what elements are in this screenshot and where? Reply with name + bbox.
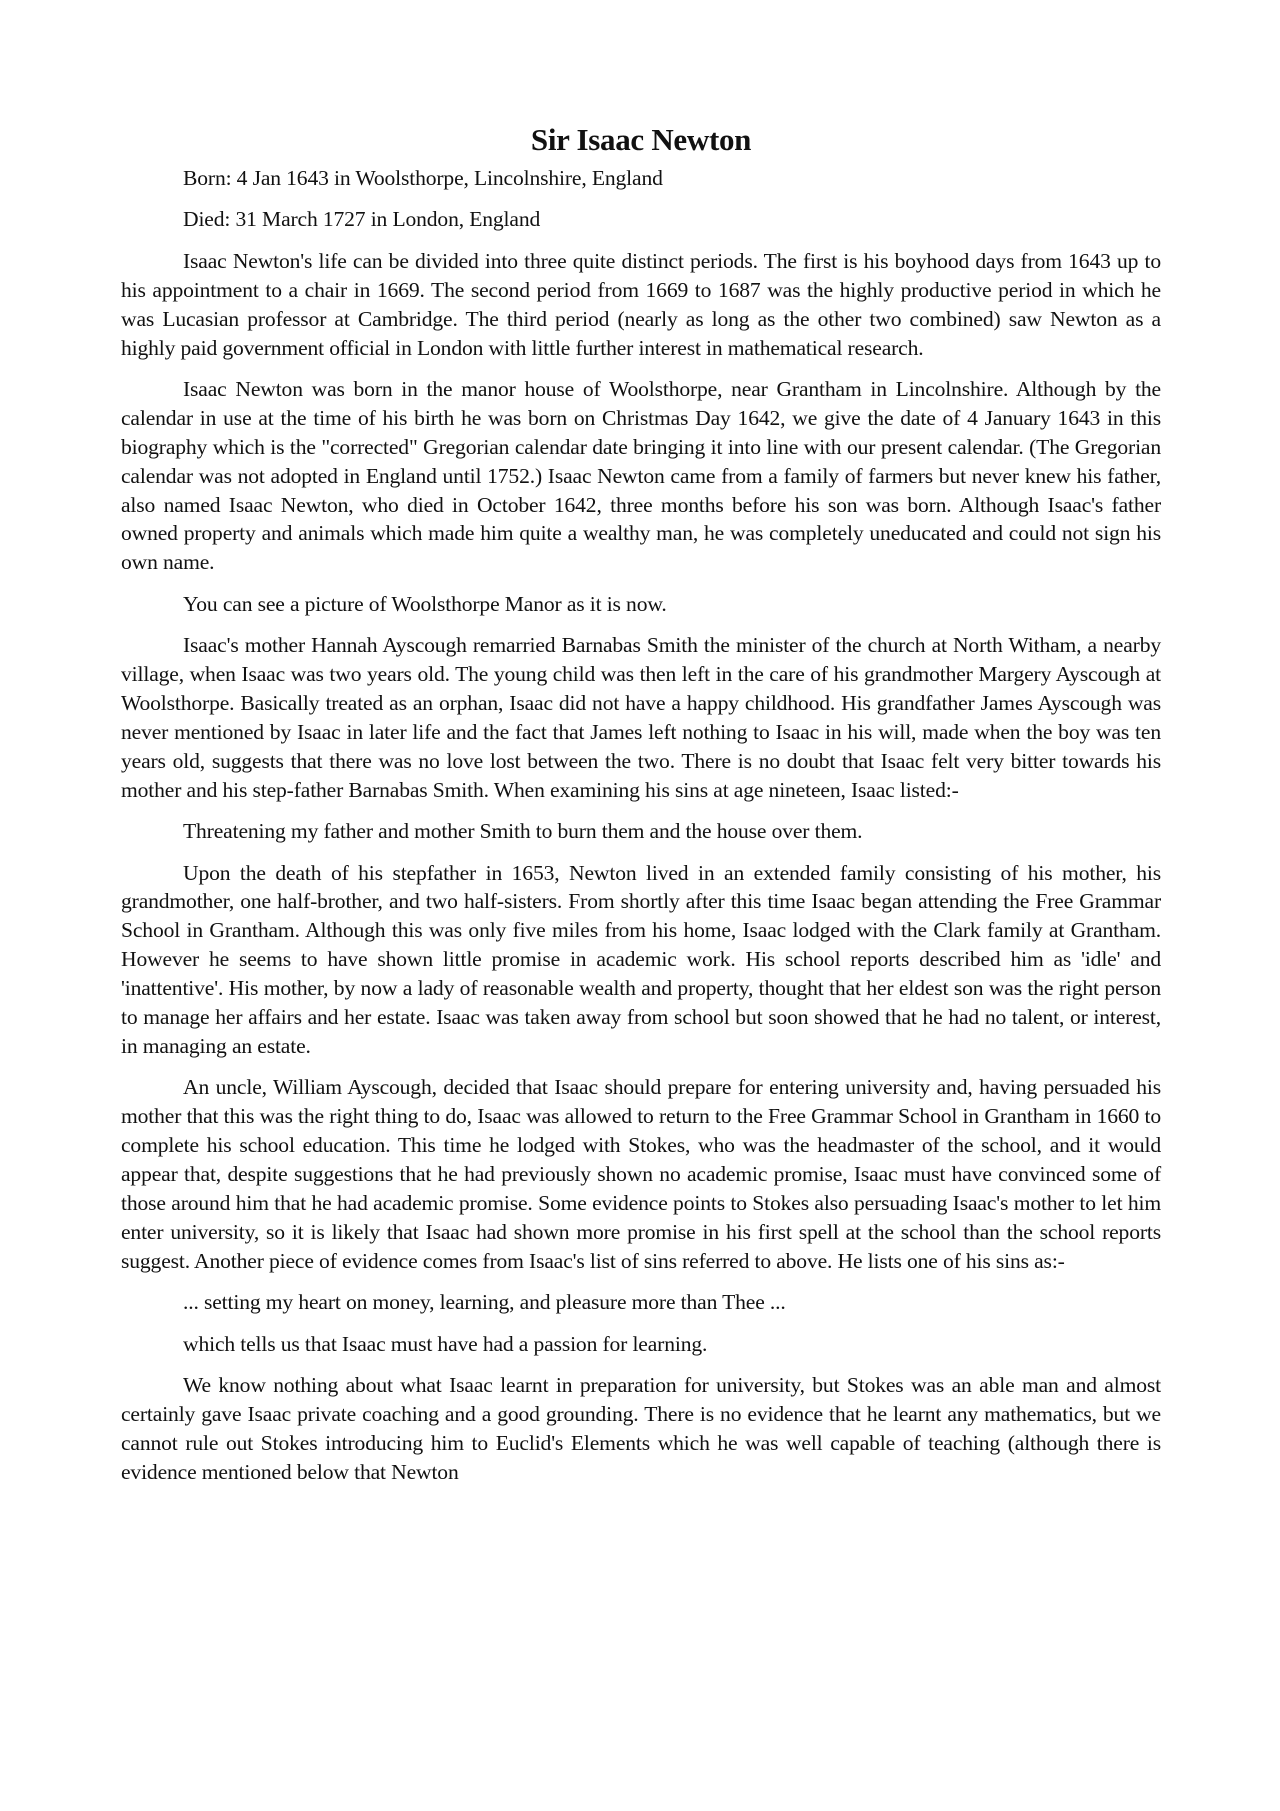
paragraph-preparation: We know nothing about what Isaac learnt in preparation for university, but Stokes was an able man and almost certainly gave Isaac private coaching and a good grounding. There is no evidence that he learnt any mathematics, but we cannot rule out Stokes introducing him to Euclid's Elements which he was well capable of teaching (although there is evidence mentioned below that Newton — [121, 1373, 1161, 1484]
born-line: Born: 4 Jan 1643 in Woolsthorpe, Lincolnshire, England — [183, 166, 663, 190]
paragraph-schooling: Upon the death of his stepfather in 1653, Newton lived in an extended family consisting of his mother, his grandmother, one half-brother, and two half-sisters. From shortly after this time Isaac began attending the Free Grammar School in Grantham. Although this was only five miles from his home, Isaac lodged with the Clark family at Grantham. However he seems to have shown little promise in academic work. His school reports described him as 'idle' and 'inattentive'. His mother, by now a lady of reasonable wealth and property, thought that her eldest son was the right person to manage her affairs and her estate. Isaac was taken away from school but soon showed that he had no talent, or interest, in managing an estate. — [121, 860, 1161, 1058]
document-title: Sir Isaac Newton — [530, 122, 752, 157]
paragraph-passion: which tells us that Isaac must have had a passion for learning. — [183, 1331, 708, 1356]
paragraph-periods: Isaac Newton's life can be divided into three quite distinct periods. The first is his boyhood days from 1643 up to his appointment to a chair in 1669. The second period from 1669 to 1687 was the highly productive period in which he was Lucasian professor at Cambridge. The third period (nearly as long as the other two combined) saw Newton as a highly paid government official in London with little further interest in mathematical research. — [121, 248, 1161, 360]
quote-sins-money: ... setting my heart on money, learning, and pleasure more than Thee ... — [183, 1290, 786, 1315]
paragraph-birth: Isaac Newton was born in the manor house of Woolsthorpe, near Grantham in Lincolnshire. Although by the calendar in use at the time of his birth he was born on Christmas Day 1642, we give the date of 4 January 1643 in this biography which is the "corrected" Gregorian calendar date bringing it into line with our present calendar. (The Gregorian calendar was not adopted in England until 1752.) Isaac Newton came from a family of farmers but never knew his father, also named Isaac Newton, who died in October 1642, three months before his son was born. Although Isaac's father owned property and animals which made him quite a wealthy man, he was completely uneducated and could not sign his own name. — [121, 376, 1161, 575]
paragraph-childhood: Isaac's mother Hannah Ayscough remarried Barnabas Smith the minister of the church at North Witham, a nearby village, when Isaac was two years old. The young child was then left in the care of his grandmother Margery Ayscough at Woolsthorpe. Basically treated as an orphan, Isaac did not have a happy childhood. His grandfather James Ayscough was never mentioned by Isaac in later life and the fact that James left nothing to Isaac in his will, made when the boy was ten years old, suggests that there was no love lost between the two. There is no doubt that Isaac felt very bitter towards his mother and his step-father Barnabas Smith. When examining his sins at age nineteen, Isaac listed:- — [121, 633, 1161, 802]
document-page — [121, 120, 1161, 1499]
paragraph-manor-picture: You can see a picture of Woolsthorpe Manor as it is now. — [183, 591, 667, 616]
paragraph-uncle: An uncle, William Ayscough, decided that Isaac should prepare for entering university and, having persuaded his mother that this was the right thing to do, Isaac was allowed to return to the Free Grammar School in Grantham in 1660 to complete his school education. This time he lodged with Stokes, who was the headmaster of the school, and it would appear that, despite suggestions that he had previously shown no academic promise, Isaac must have convinced some of those around him that he had academic promise. Some evidence points to Stokes also persuading Isaac's mother to let him enter university, so it is likely that Isaac had shown more promise in his first spell at the school than the school reports suggest. Another piece of evidence comes from Isaac's list of sins referred to above. He lists one of his sins as:- — [121, 1075, 1161, 1273]
died-line: Died: 31 March 1727 in London, England — [183, 207, 541, 232]
quote-sins-threatening: Threatening my father and mother Smith to burn them and the house over them. — [183, 819, 863, 844]
